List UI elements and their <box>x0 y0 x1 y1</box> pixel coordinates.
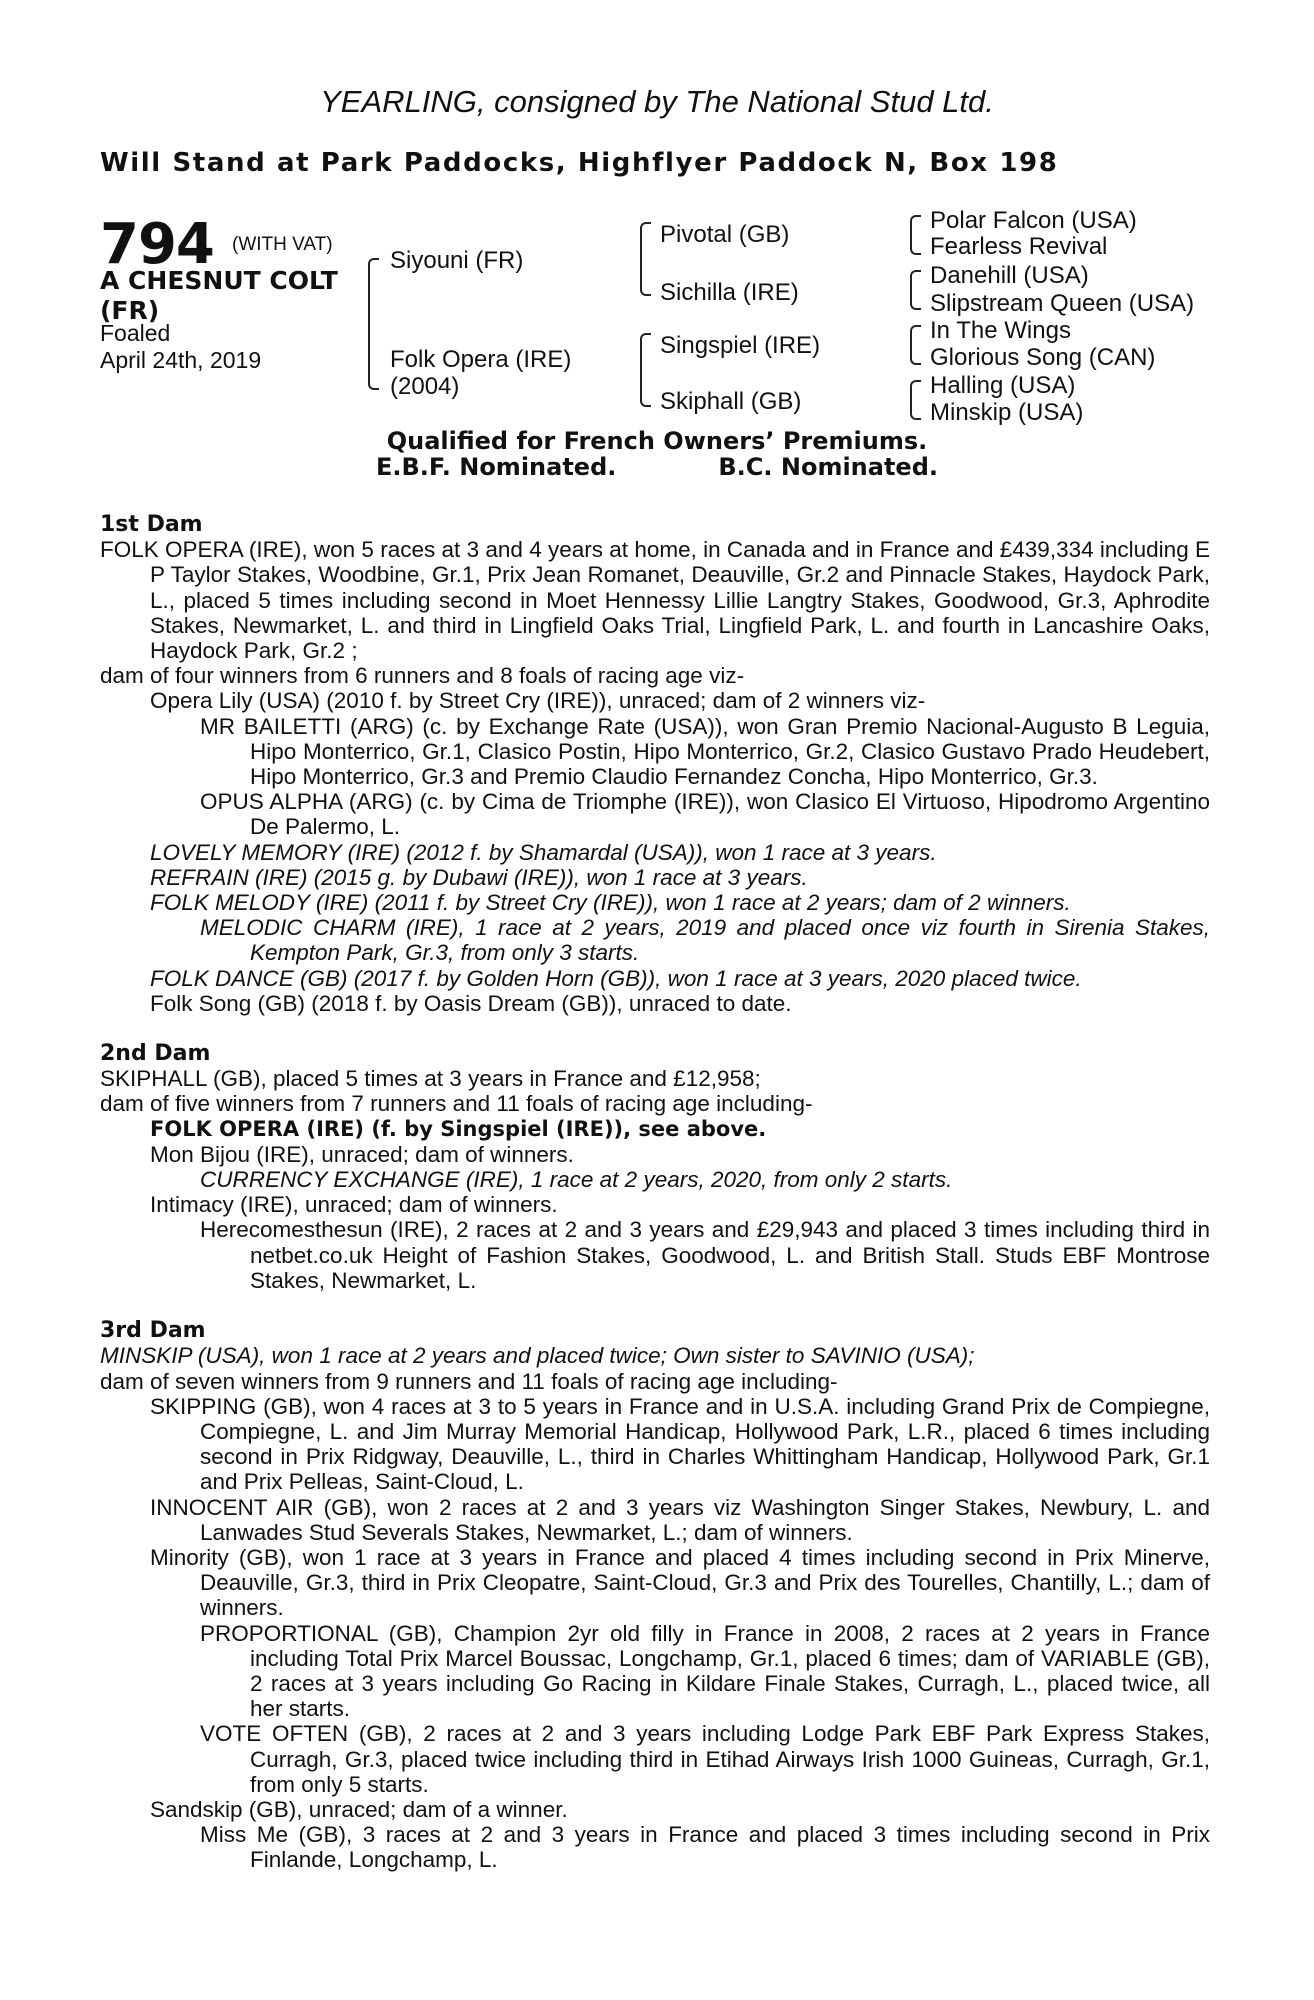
consignment-line: YEARLING, consigned by The National Stud Ltd. <box>320 84 994 119</box>
pedigree-brace-ggp-1 <box>910 215 921 255</box>
second-dam-produce-summary: dam of five winners from 7 runners and 11 foals of racing age including- <box>100 1091 813 1117</box>
foaled-label: Foaled <box>100 320 171 346</box>
lot-description <box>100 266 338 326</box>
second-dam-record: SKIPHALL (GB), placed 5 times at 3 years in France and £12,958; <box>100 1066 761 1092</box>
produce-entry: MR BAILETTI (ARG) (c. by Exchange Rate (USA)), won Gran Premio Nacional-Augusto B Leguia, Hipo Monterrico, Gr.1, Clasico Postin, Hipo Monterrico, Gr.2, Clasico Gustavo Prado Heudebert, Hipo Monterrico, Gr.3 and Premio Claudio Fernandez Concha, Hipo Monterrico, Gr.3. <box>200 713 1210 790</box>
pedigree-dam-sire: Singspiel (IRE) <box>660 332 821 359</box>
ebf-nominated: E.B.F. Nominated. <box>375 453 617 481</box>
bc-nominated: B.C. Nominated. <box>718 453 939 481</box>
produce-entry: Opera Lily (USA) (2010 f. by Street Cry (IRE)), unraced; dam of 2 winners viz- <box>150 688 926 714</box>
pedigree-ggp-3: Danehill (USA) <box>930 262 1089 289</box>
pedigree-sire-sire: Pivotal (GB) <box>660 221 790 248</box>
first-dam-heading: 1st Dam <box>100 512 203 537</box>
lot-description-line1: A CHESNUT COLT <box>100 266 338 295</box>
pedigree-ggp-2: Fearless Revival <box>930 233 1108 260</box>
produce-entry: MELODIC CHARM (IRE), 1 race at 2 years, 2019 and placed once viz fourth in Sirenia Stakes, Kempton Park, Gr.3, from only 3 starts. <box>200 915 1210 966</box>
produce-entry: OPUS ALPHA (ARG) (c. by Cima de Triomphe (IRE)), won Clasico El Virtuoso, Hipodromo Argentino De Palermo, L. <box>200 789 1210 840</box>
pedigree-dam-dam: Skiphall (GB) <box>660 388 802 415</box>
produce-entry: PROPORTIONAL (GB), Champion 2yr old filly in France in 2008, 2 races at 2 years in France including Total Prix Marcel Boussac, Longchamp, Gr.1, placed 6 times; dam of VARIABLE (GB), 2 races at 3 years including Go Racing in Kildare Finale Stakes, Curragh, L., placed twice, all her starts. <box>200 1620 1210 1722</box>
pedigree-ggp-6: Glorious Song (CAN) <box>930 344 1156 371</box>
lot-number: 794 <box>100 212 214 277</box>
french-premiums-note: Qualified for French Owners’ Premiums. <box>386 427 928 455</box>
pedigree-ggp-5: In The Wings <box>930 317 1071 344</box>
produce-entry: Minority (GB), won 1 race at 3 years in France and placed 4 times including second in Prix Minerve, Deauville, Gr.3, third in Prix Cleopatre, Saint-Cloud, Gr.3 and Prix des Tourelles, Chantilly, L.; dam of winners. <box>150 1544 1210 1621</box>
third-dam-produce-summary: dam of seven winners from 9 runners and 11 foals of racing age including- <box>100 1368 838 1394</box>
produce-entry: Folk Song (GB) (2018 f. by Oasis Dream (GB)), unraced to date. <box>150 990 792 1016</box>
produce-entry: Mon Bijou (IRE), unraced; dam of winners. <box>150 1141 574 1167</box>
pedigree-brace-sire-dam <box>368 258 379 390</box>
vat-note: (WITH VAT) <box>232 234 333 255</box>
produce-entry: Herecomesthesun (IRE), 2 races at 2 and 3 years and £29,943 and placed 3 times including third in netbet.co.uk Height of Fashion Stakes, Goodwood, L. and British Stall. Studs EBF Montrose Stakes, Newmarket, L. <box>200 1217 1210 1293</box>
second-dam-heading: 2nd Dam <box>100 1041 211 1067</box>
pedigree-sire-dam: Sichilla (IRE) <box>660 279 799 306</box>
produce-entry: VOTE OFTEN (GB), 2 races at 2 and 3 years including Lodge Park EBF Park Express Stakes, Curragh, Gr.3, placed twice including third in Etihad Airways Irish 1000 Guineas, Curragh, Gr.1, from only 5 starts. <box>200 1721 1210 1797</box>
pedigree-sire: Siyouni (FR) <box>390 247 524 274</box>
pedigree-notes <box>100 512 1210 1873</box>
pedigree-brace-ggp-4 <box>910 380 921 420</box>
produce-entry: Sandskip (GB), unraced; dam of a winner. <box>150 1796 568 1822</box>
lot-description-line2: (FR) <box>100 296 160 325</box>
stand-location: Will Stand at Park Paddocks, Highflyer Paddock N, Box 198 <box>100 148 1059 178</box>
pedigree-ggp-8: Minskip (USA) <box>930 399 1084 426</box>
pedigree-ggp-7: Halling (USA) <box>930 372 1076 399</box>
pedigree-brace-ggp-3 <box>910 325 921 365</box>
produce-entry: LOVELY MEMORY (IRE) (2012 f. by Shamardal (USA)), won 1 race at 3 years. <box>150 839 937 865</box>
produce-entry: SKIPPING (GB), won 4 races at 3 to 5 years in France and in U.S.A. including Grand Prix de Compiegne, Compiegne, L. and Jim Murray Memorial Handicap, Hollywood Park, L.R., placed 6 times including second in Prix Ridgway, Deauville, L., third in Charles Whittingham Handicap, Hollywood Park, Gr.1 and Prix Pelleas, Saint-Cloud, L. <box>150 1393 1210 1495</box>
pedigree-brace-dam-line <box>640 333 651 407</box>
produce-entry: FOLK MELODY (IRE) (2011 f. by Street Cry (IRE)), won 1 race at 2 years; dam of 2 winners. <box>150 890 1071 916</box>
produce-entry: Miss Me (GB), 3 races at 2 and 3 years in France and placed 3 times including second in Prix Finlande, Longchamp, L. <box>200 1822 1210 1873</box>
produce-entry: Intimacy (IRE), unraced; dam of winners. <box>150 1192 558 1218</box>
produce-entry: CURRENCY EXCHANGE (IRE), 1 race at 2 years, 2020, from only 2 starts. <box>200 1167 953 1193</box>
pedigree-dam: Folk Opera (IRE) <box>390 346 572 373</box>
pedigree-ggp-4: Slipstream Queen (USA) <box>930 290 1195 317</box>
produce-entry: INNOCENT AIR (GB), won 2 races at 2 and 3 years viz Washington Singer Stakes, Newbury, L. and Lanwades Stud Severals Stakes, Newmarket, L.; dam of winners. <box>150 1494 1210 1545</box>
foaled-date: April 24th, 2019 <box>100 347 262 373</box>
pedigree-dam-year: (2004) <box>390 373 460 400</box>
first-dam-record: FOLK OPERA (IRE), won 5 races at 3 and 4 years at home, in Canada and in France and £439,334 including E P Taylor Stakes, Woodbine, Gr.1, Prix Jean Romanet, Deauville, Gr.2 and Pinnacle Stakes, Haydock Park, L., placed 5 times including second in Moet Hennessy Lillie Langtry Stakes, Goodwood, Gr.3, Aphrodite Stakes, Newmarket, L. and third in Lingfield Oaks Trial, Lingfield Park, L. and fourth in Lancashire Oaks, Haydock Park, Gr.2 ; <box>100 537 1210 664</box>
third-dam-heading: 3rd Dam <box>100 1318 206 1344</box>
pedigree-brace-sire-line <box>640 222 651 296</box>
first-dam-produce-summary: dam of four winners from 6 runners and 8 foals of racing age viz- <box>100 663 745 689</box>
nomination-notes <box>0 453 1314 481</box>
pedigree-ggp-1: Polar Falcon (USA) <box>930 207 1137 234</box>
pedigree-brace-ggp-2 <box>910 270 921 310</box>
produce-entry: FOLK DANCE (GB) (2017 f. by Golden Horn (GB)), won 1 race at 3 years, 2020 placed twice. <box>150 965 1082 991</box>
third-dam-record: MINSKIP (USA), won 1 race at 2 years and placed twice; Own sister to SAVINIO (USA); <box>100 1343 975 1369</box>
produce-entry: REFRAIN (IRE) (2015 g. by Dubawi (IRE)), won 1 race at 3 years. <box>150 864 808 890</box>
produce-entry: FOLK OPERA (IRE) (f. by Singspiel (IRE)), see above. <box>150 1116 767 1141</box>
